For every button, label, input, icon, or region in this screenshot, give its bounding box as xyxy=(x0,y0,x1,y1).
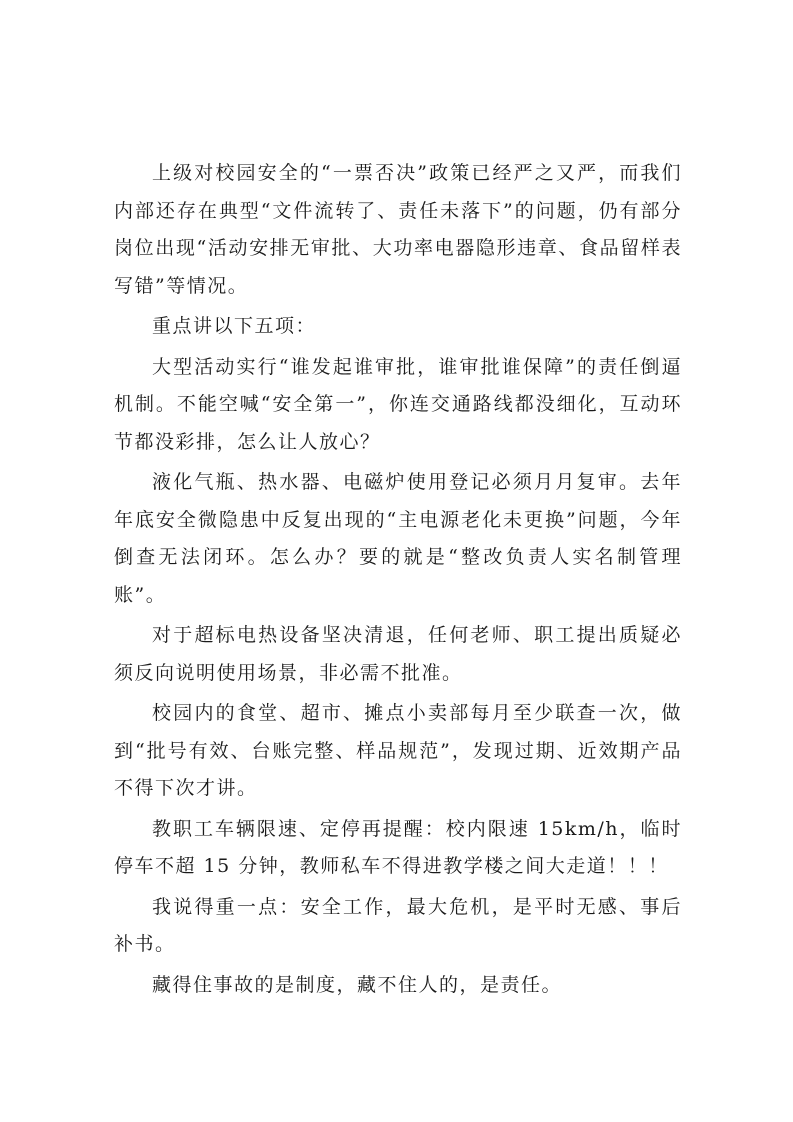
paragraph-emphasis: 我说得重一点：安全工作，最大危机，是平时无感、事后补书。 xyxy=(114,895,682,955)
paragraph-intro: 上级对校园安全的“一票否决”政策已经严之又严，而我们内部还存在典型“文件流转了、责任未落下”的问题，仍有部分岗位出现“活动安排无审批、大功率电器隐形违章、食品留样表写错”等情况。 xyxy=(114,162,682,297)
paragraph-five-items-heading: 重点讲以下五项： xyxy=(152,315,317,337)
paragraph-large-events: 大型活动实行“谁发起谁审批，谁审批谁保障”的责任倒逼机制。不能空喊“安全第一”，你连交通路线都没细化，互动环节都没彩排，怎么让人放心？ xyxy=(114,355,682,453)
paragraph-gas-appliances: 液化气瓶、热水器、电磁炉使用登记必须月月复审。去年年底安全微隐患中反复出现的“主电源老化未更换”问题，今年倒查无法闭环。怎么办？要的就是“整改负责人实名制管理账”。 xyxy=(114,471,682,606)
paragraph-electric-devices: 对于超标电热设备坚决清退，任何老师、职工提出质疑必须反向说明使用场景，非必需不批准。 xyxy=(114,624,682,684)
paragraph-conclusion: 藏得住事故的是制度，藏不住人的，是责任。 xyxy=(152,973,563,996)
paragraph-food-inspection: 校园内的食堂、超市、摊点小卖部每月至少联查一次，做到“批号有效、台账完整、样品规范”，发现过期、近效期产品不得下次才讲。 xyxy=(114,702,682,799)
document-body xyxy=(114,155,682,1007)
paragraph-vehicle-speed: 教职工车辆限速、定停再提醒：校内限速 15km/h，临时停车不超 15 分钟，教师私车不得进教学楼之间大走道！！！ xyxy=(114,817,682,877)
